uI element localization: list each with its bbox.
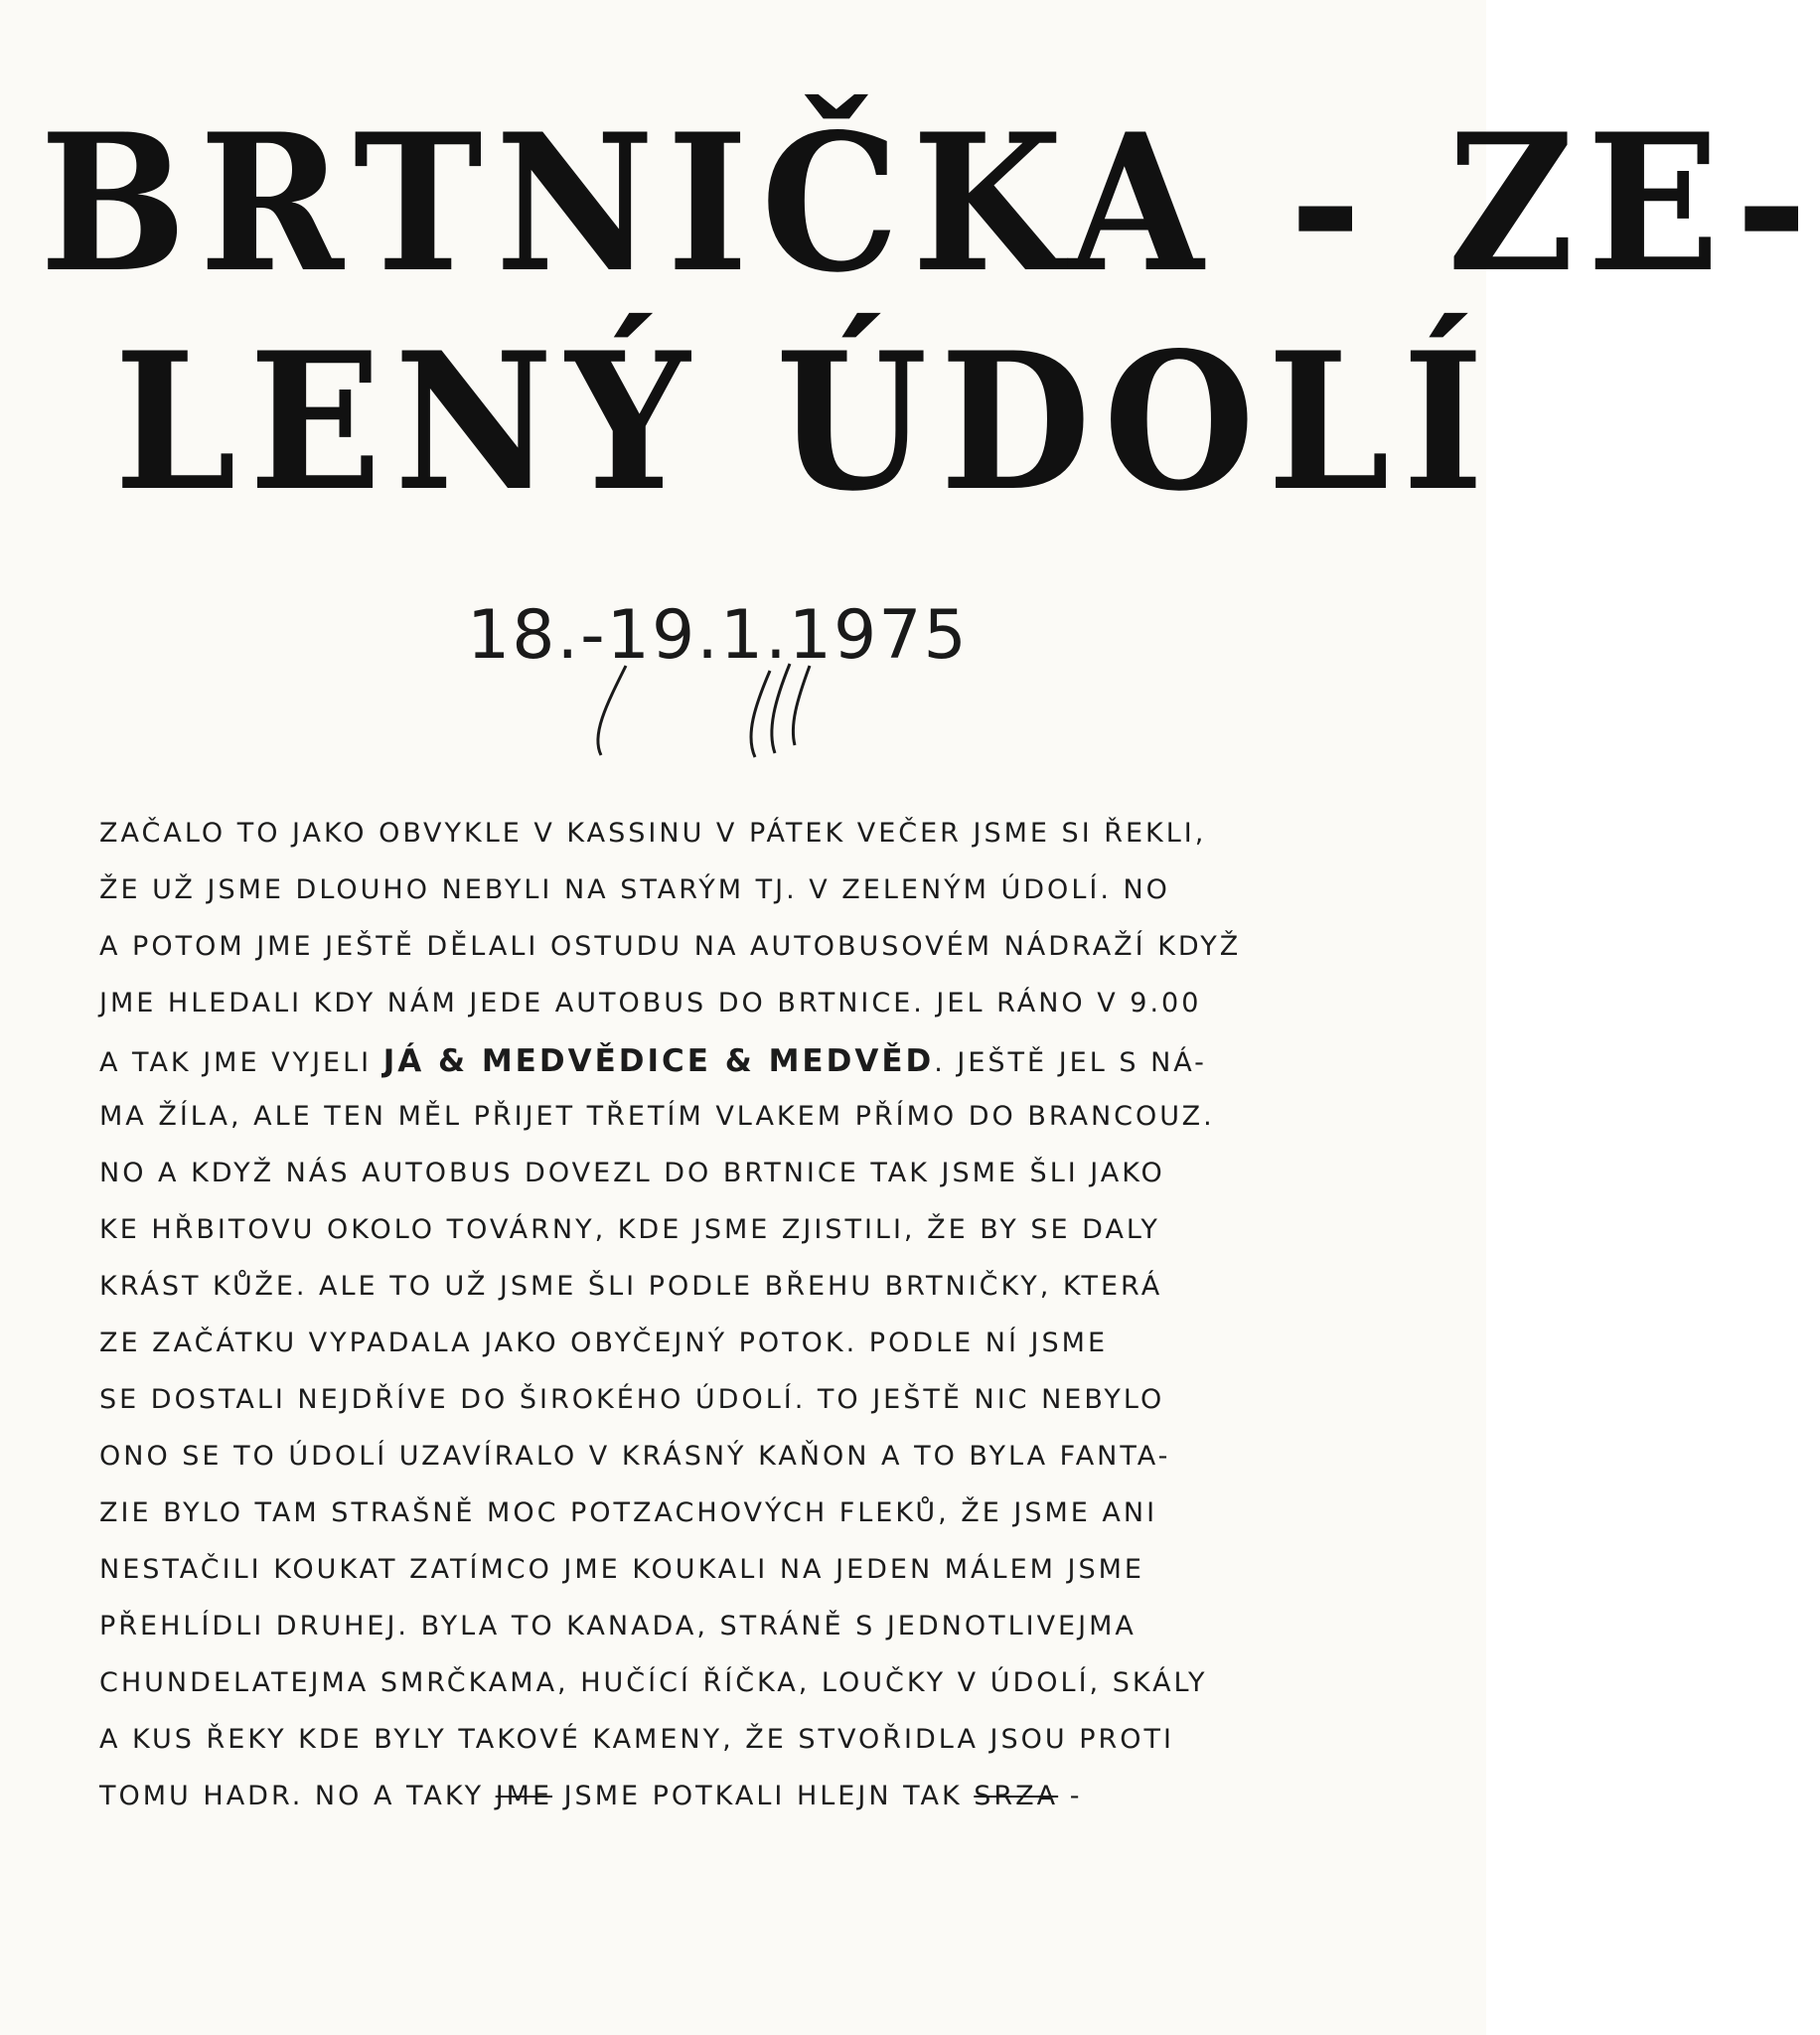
body-line-14: NESTAČILI KOUKAT ZATÍMCO JME KOUKALI NA JEDEN MÁLEM JSME — [99, 1554, 1144, 1585]
body-line-4: JME HLEDALI KDY NÁM JEDE AUTOBUS DO BRTNICE. JEL RÁNO V 9.00 — [99, 988, 1202, 1018]
body-line-12: ONO SE TO ÚDOLÍ UZAVÍRALO V KRÁSNÝ KAŇON A TO BYLA FANTA- — [99, 1441, 1171, 1472]
body-line-5-start: A TAK JME VYJELI — [99, 1047, 383, 1078]
body-line-15: PŘEHLÍDLI DRUHEJ. BYLA TO KANADA, STRÁNĚ S JEDNOTLIVEJMA — [99, 1611, 1137, 1642]
body-line-8: KE HŘBITOVU OKOLO TOVÁRNY, KDE JSME ZJISTILI, ŽE BY SE DALY — [99, 1214, 1160, 1245]
body-line-17: A KUS ŘEKY KDE BYLY TAKOVÉ KAMENY, ŽE STVOŘIDLA JSOU PROTI — [99, 1724, 1174, 1755]
body-line-18-start: TOMU HADR. NO A TAKY — [99, 1781, 496, 1811]
struck-word-2: SRZA — [974, 1781, 1059, 1811]
body-line-2: ŽE UŽ JSME DLOUHO NEBYLI NA STARÝM TJ. V ZELENÝM ÚDOLÍ. NO — [99, 874, 1170, 905]
title-line-1: BRTNIČKA - ZE- — [40, 92, 1820, 314]
title-line-2: LENÝ ÚDOLÍ — [114, 311, 1497, 533]
body-line-5-end: . JEŠTĚ JEL S NÁ- — [934, 1047, 1207, 1078]
body-line-5 — [99, 1043, 1421, 1103]
body-line-16: CHUNDELATEJMA SMRČKAMA, HUČÍCÍ ŘÍČKA, LOUČKY V ÚDOLÍ, SKÁLY — [99, 1667, 1208, 1698]
date: 18.-19.1.1975 — [467, 596, 969, 675]
body-line-3: A POTOM JME JEŠTĚ DĚLALI OSTUDU NA AUTOBUSOVÉM NÁDRAŽÍ KDYŽ — [99, 931, 1242, 962]
body-line-7: NO A KDYŽ NÁS AUTOBUS DOVEZL DO BRTNICE TAK JSME ŠLI JAKO — [99, 1158, 1165, 1188]
body-line-11: SE DOSTALI NEJDŘÍVE DO ŠIROKÉHO ÚDOLÍ. TO JEŠTĚ NIC NEBYLO — [99, 1384, 1165, 1415]
body-line-1: ZAČALO TO JAKO OBVYKLE V KASSINU V PÁTEK VEČER JSME SI ŘEKLI, — [99, 818, 1207, 849]
body-line-10: ZE ZAČÁTKU VYPADALA JAKO OBYČEJNÝ POTOK. PODLE NÍ JSME — [99, 1328, 1109, 1358]
handwritten-body — [99, 820, 1421, 1839]
body-line-18-middle: JSME POTKALI HLEJN TAK — [552, 1781, 975, 1811]
body-line-13: ZIE BYLO TAM STRAŠNĚ MOC POTZACHOVÝCH FLEKŮ, ŽE JSME ANI — [99, 1497, 1158, 1528]
body-line-18-end: - — [1058, 1781, 1083, 1811]
struck-word-1: JME — [495, 1781, 553, 1811]
body-line-6: MA ŽÍLA, ALE TEN MĚL PŘIJET TŘETÍM VLAKEM PŘÍMO DO BRANCOUZ. — [99, 1101, 1215, 1132]
body-line-9: KRÁST KŮŽE. ALE TO UŽ JSME ŠLI PODLE BŘEHU BRTNIČKY, KTERÁ — [99, 1271, 1163, 1302]
emphasized-names: JÁ & MEDVĚDICE & MEDVĚD — [382, 1043, 935, 1079]
signature-flourish-icon — [586, 646, 884, 765]
body-line-18 — [99, 1783, 1421, 1839]
